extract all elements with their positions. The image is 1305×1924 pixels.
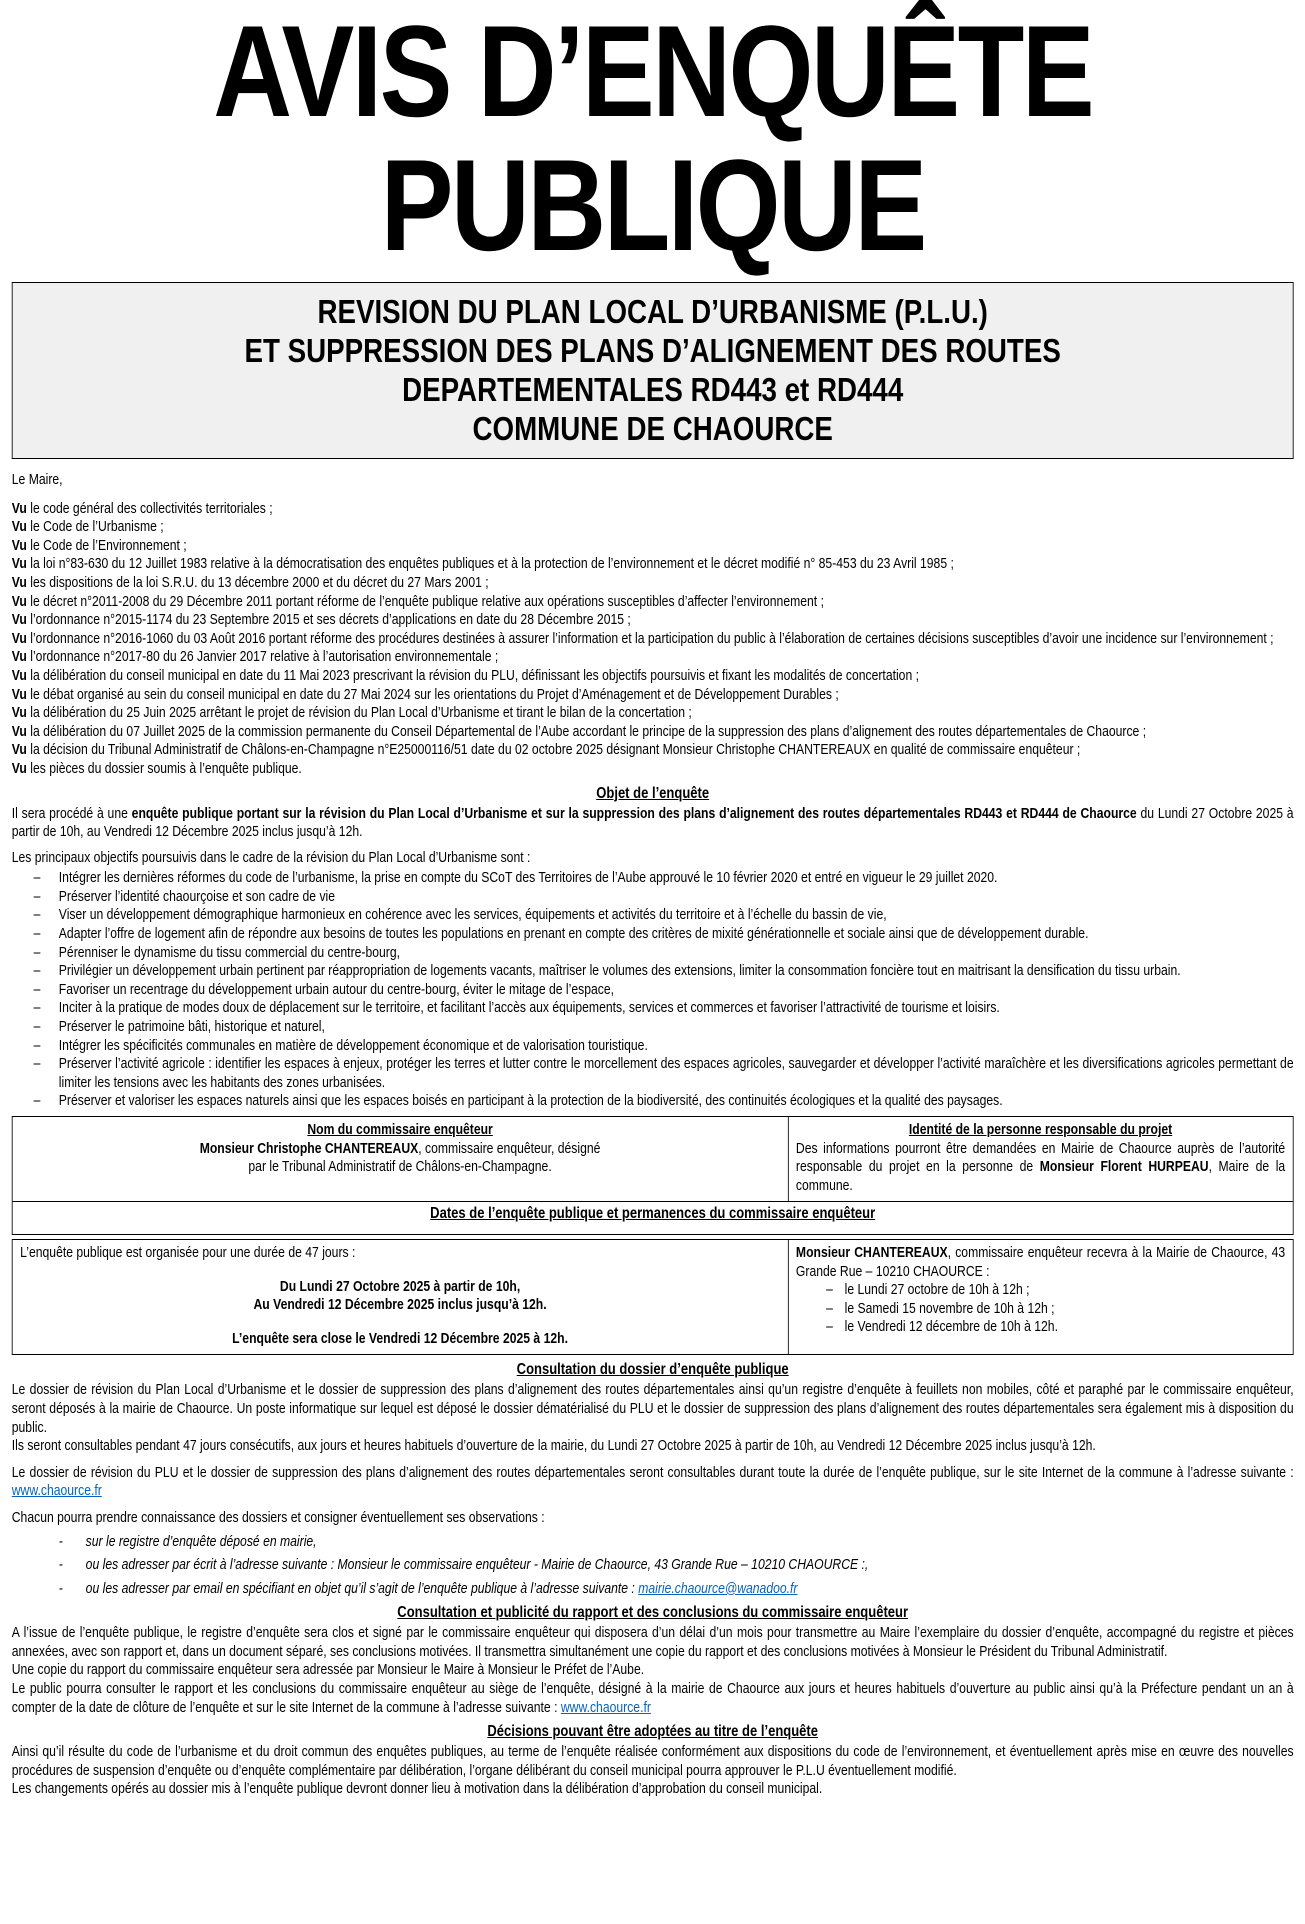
vu-item: Vu le décret n°2011-2008 du 29 Décembre 2011 portant réforme de l’enquête publique relative aux opérations susceptibles d’affecter l’environnement ;	[11, 593, 824, 610]
page-title-line2: PUBLIQUE	[380, 132, 925, 278]
consultation-rapport-p2: Une copie du rapport du commissaire enquêteur sera adressée par Monsieur le Maire à Monsieur le Préfet de l’Aube.	[11, 1662, 645, 1679]
vu-item: Vu la délibération du 07 Juillet 2025 de la commission permanente du Conseil Départemental de l’Aube accordant le principe de la suppression des plans d’alignement des routes départementales de Chaource ;	[11, 723, 1147, 740]
objective-item: – Favoriser un recentrage du développement urbain autour du centre-bourg, éviter le mitage de l’espace,	[12, 981, 1294, 1000]
dates-heading-row: Dates de l’enquête publique et permanences du commissaire enquêteur	[13, 1201, 1293, 1234]
objective-item: – Pérenniser le dynamisme du tissu commercial du centre-bourg,	[12, 944, 1294, 963]
vu-item: Vu les pièces du dossier soumis à l’enquête publique.	[11, 760, 302, 777]
date-close: L’enquête sera close le Vendredi 12 Décembre 2025 à 12h.	[232, 1330, 568, 1347]
vu-item: Vu le Code de l’Urbanisme ;	[11, 519, 164, 536]
responsable-cell	[788, 1117, 1292, 1201]
vu-list	[12, 500, 1294, 779]
objective-item: – Privilégier un développement urbain pertinent par réappropriation de logements vacants, maîtriser le volumes des extensions, limiter la consommation foncière tout en maitrisant la densification du tissu urbain.	[12, 962, 1294, 981]
permanence-item: – le Vendredi 12 décembre de 10h à 12h.	[796, 1318, 1285, 1337]
consultation-dossier-p3: Le dossier de révision du PLU et le dossier de suppression des plans d’alignement des routes départementales seront consultables durant toute la durée de l’enquête publique, sur le site Internet de la commune à l’adresse suivante : www.chaource.fr	[11, 1464, 1294, 1500]
objective-item: – Préserver le patrimoine bâti, historique et naturel,	[12, 1018, 1294, 1037]
hyperlink[interactable]: mairie.chaource@wanadoo.fr	[638, 1580, 798, 1597]
responsable-cell-heading: Identité de la personne responsable du projet	[908, 1122, 1173, 1138]
decisions-p1: Ainsi qu’il résulte du code de l’urbanisme et du droit commun des enquêtes publiques, au terme de l’enquête réalisée conformément aux dispositions du code de l’environnement, et éventuellement après mise en œuvre des nouvelles procédures de suspension d’enquête ou d’enquête complémentaire par délibération, l’organe délibérant du conseil municipal pourra approuver le P.L.U éventuellement modifié.	[11, 1744, 1294, 1779]
commissaire-name: Monsieur Christophe CHANTEREAUX, commissaire enquêteur, désigné	[199, 1140, 601, 1157]
vu-item: Vu la loi n°83-630 du 12 Juillet 1983 relative à la démocratisation des enquêtes publiques et à la protection de l’environnement et le décret modifié n° 85-453 du 23 Avril 1985 ;	[11, 556, 954, 573]
commissaire-cell	[13, 1117, 789, 1201]
observation-item: - ou les adresser par écrit à l’adresse suivante : Monsieur le commissaire enquêteur - Mairie de Chaource, 43 Grande Rue – 10210 CHAOURCE :,	[12, 1556, 1294, 1575]
section-heading-consultation-rapport: Consultation et publicité du rapport et des conclusions du commissaire enquêteur	[397, 1604, 909, 1622]
objective-item: – Adapter l’offre de logement afin de répondre aux besoins de toutes les populations en prenant en compte des critères de mixité générationnelle et sociale ainsi que de développement durable.	[12, 925, 1294, 944]
objectives-intro: Les principaux objectifs poursuivis dans le cadre de la révision du Plan Local d’Urbanisme sont :	[11, 849, 531, 866]
vu-item: Vu le code général des collectivités territoriales ;	[11, 500, 273, 517]
subtitle-line: COMMUNE DE CHAOURCE	[472, 410, 833, 447]
date-from: Du Lundi 27 Octobre 2025 à partir de 10h,	[279, 1278, 521, 1295]
page-title	[0, 0, 1305, 278]
responsable-body: Des informations pourront être demandées en Mairie de Chaource auprès de l’autorité responsable du projet en la personne de Monsieur Florent HURPEAU, Maire de la commune.	[795, 1140, 1286, 1194]
objectives-list	[12, 869, 1294, 1111]
greeting: Le Maire,	[11, 472, 63, 488]
hyperlink[interactable]: www.chaource.fr	[11, 1483, 102, 1500]
objective-item: – Préserver l’activité agricole : identifier les espaces à enjeux, protéger les terres et lutter contre le morcellement des espaces agricoles, sauvegarder et développer l’activité maraîchère et les diversifications agricoles permettant de limiter les tensions avec les habitants des zones urbanisées.	[12, 1055, 1294, 1092]
consultation-rapport-p1: A l’issue de l’enquête publique, le registre d’enquête sera clos et signé par le commissaire enquêteur qui disposera d’un délai d’un mois pour transmettre au Maire l’exemplaire du dossier d’enquête, accompagné du registre et pièces annexées, avec son rapport et, dans un document séparé, ses conclusions motivées. Il transmettra simultanément une copie du rapport et des conclusions motivées à Monsieur le Président du Tribunal Administratif.	[11, 1625, 1294, 1660]
vu-item: Vu la délibération du conseil municipal en date du 11 Mai 2023 prescrivant la révision du PLU, définissant les objectifs poursuivis et fixant les modalités de concertation ;	[11, 667, 919, 684]
section-heading-consultation-dossier: Consultation du dossier d’enquête publique	[516, 1361, 789, 1379]
commissaire-table	[12, 1116, 1294, 1235]
objet-intro: Il sera procédé à une enquête publique portant sur la révision du Plan Local d’Urbanisme et sur la suppression des plans d’alignement des routes départementales RD443 et RD444 de Chaource du Lundi 27 Octobre 2025 à partir de 10h, au Vendredi 12 Décembre 2025 inclus jusqu’à 12h.	[11, 805, 1294, 841]
hyperlink[interactable]: www.chaource.fr	[560, 1699, 651, 1716]
dates-table	[12, 1239, 1294, 1355]
section-heading-decisions: Décisions pouvant être adoptées au titre de l’enquête	[487, 1723, 819, 1741]
page-title-line1: AVIS D’ENQUÊTE	[213, 0, 1093, 144]
section-heading-objet: Objet de l’enquête	[596, 784, 710, 802]
permanences-list	[796, 1281, 1285, 1337]
subtitle-line: REVISION DU PLAN LOCAL D’URBANISME (P.L.U.)	[317, 293, 988, 330]
objective-item: – Préserver et valoriser les espaces naturels ainsi que les espaces boisés en participant à la protection de la biodiversité, des continuités écologiques et la qualité des paysages.	[12, 1092, 1294, 1111]
permanences-intro: Monsieur CHANTEREAUX, commissaire enquêteur recevra à la Mairie de Chaource, 43 Grande Rue – 10210 CHAOURCE :	[795, 1244, 1286, 1280]
vu-item: Vu l’ordonnance n°2016-1060 du 03 Août 2016 portant réforme des procédures destinées à assurer l’information et la participation du public à l’élaboration de certaines décisions susceptibles d’avoir une incidence sur l’environnement ;	[11, 630, 1274, 647]
objective-item: – Intégrer les spécificités communales en matière de développement économique et de valorisation touristique.	[12, 1037, 1294, 1056]
objective-item: – Viser un développement démographique harmonieux en cohérence avec les services, équipements et activités du territoire et à l’échelle du bassin de vie,	[12, 906, 1294, 925]
vu-item: Vu l’ordonnance n°2015-1174 du 23 Septembre 2015 et ses décrets d’applications en date du 28 Décembre 2015 ;	[11, 612, 631, 629]
decisions-p2: Les changements opérés au dossier mis à l’enquête publique devront donner lieu à motivation dans la délibération d’approbation du conseil municipal.	[11, 1781, 823, 1798]
observations-list	[12, 1533, 1294, 1599]
vu-item: Vu la délibération du 25 Juin 2025 arrêtant le projet de révision du Plan Local d’Urbanisme et tirant le bilan de la concertation ;	[11, 705, 692, 722]
consultation-dossier-p2: Ils seront consultables pendant 47 jours consécutifs, aux jours et heures habituels d’ouverture de la mairie, du Lundi 27 Octobre 2025 à partir de 10h, au Vendredi 12 Décembre 2025 inclus jusqu’à 12h.	[11, 1438, 1096, 1455]
objective-item: – Préserver l’identité chaourçoise et son cadre de vie	[12, 888, 1294, 907]
permanence-item: – le Lundi 27 octobre de 10h à 12h ;	[796, 1281, 1285, 1300]
observations-intro: Chacun pourra prendre connaissance des dossiers et consigner éventuellement ses observations :	[11, 1509, 545, 1526]
consultation-rapport-p3: Le public pourra consulter le rapport et les conclusions du commissaire enquêteur au siège de l’enquête, désigné à la mairie de Chaource aux jours et heures habituels d’ouverture au public ainsi qu’à la Préfecture pendant un an à compter de la date de clôture de l’enquête et sur le site Internet de la commune à l’adresse suivante : www.chaource.fr	[11, 1681, 1294, 1716]
consultation-dossier-p1: Le dossier de révision du Plan Local d’Urbanisme et le dossier de suppression des plans d’alignement des routes départementales ainsi qu’un registre d’enquête à feuillets non mobiles, côté et paraphé par le commissaire enquêteur, seront déposés à la mairie de Chaource. Un poste informatique sur lequel est déposé le dossier dématérialisé du PLU et le dossier de suppression des plans d’alignement des routes départementales sera également mis à disposition du public.	[11, 1382, 1294, 1436]
permanence-item: – le Samedi 15 novembre de 10h à 12h ;	[796, 1300, 1285, 1319]
vu-item: Vu la décision du Tribunal Administratif de Châlons-en-Champagne n°E25000116/51 date du 02 octobre 2025 désignant Monsieur Christophe CHANTEREAUX en qualité de commissaire enquêteur ;	[11, 742, 1081, 759]
observation-item: - ou les adresser par email en spécifiant en objet qu’il s’agit de l’enquête publique à l’adresse suivante : mairie.chaource@wanadoo.fr	[12, 1580, 1294, 1599]
observation-item: - sur le registre d’enquête déposé en mairie,	[12, 1533, 1294, 1552]
subtitle-line: DEPARTEMENTALES RD443 et RD444	[402, 371, 904, 408]
vu-item: Vu le débat organisé au sein du conseil municipal en date du 27 Mai 2024 sur les orientations du Projet d’Aménagement et de Développement Durables ;	[11, 686, 839, 703]
commissaire-cell-heading: Nom du commissaire enquêteur	[307, 1122, 493, 1138]
date-to: Au Vendredi 12 Décembre 2025 inclus jusqu’à 12h.	[253, 1297, 547, 1314]
dates-cell	[13, 1240, 789, 1354]
vu-item: Vu l’ordonnance n°2017-80 du 26 Janvier 2017 relative à l’autorisation environnementale ;	[11, 649, 499, 666]
objective-item: – Intégrer les dernières réformes du code de l’urbanisme, la prise en compte du SCoT des Territoires de l’Aube approuvé le 10 février 2020 et entré en vigueur le 29 juillet 2020.	[12, 869, 1294, 888]
objective-item: – Inciter à la pratique de modes doux de déplacement sur le territoire, et facilitant l’accès aux équipements, services et commerces et favoriser l’attractivité de tourisme et loisirs.	[12, 999, 1294, 1018]
subtitle-line: ET SUPPRESSION DES PLANS D’ALIGNEMENT DES ROUTES	[244, 332, 1061, 369]
vu-item: Vu les dispositions de la loi S.R.U. du 13 décembre 2000 et du décret du 27 Mars 2001 ;	[11, 574, 489, 591]
permanences-cell	[788, 1240, 1292, 1354]
duration-text: L’enquête publique est organisée pour une durée de 47 jours :	[20, 1244, 356, 1261]
vu-item: Vu le Code de l’Environnement ;	[11, 537, 187, 554]
subtitle-box	[12, 282, 1294, 459]
commissaire-tribunal: par le Tribunal Administratif de Châlons-en-Champagne.	[248, 1159, 552, 1176]
